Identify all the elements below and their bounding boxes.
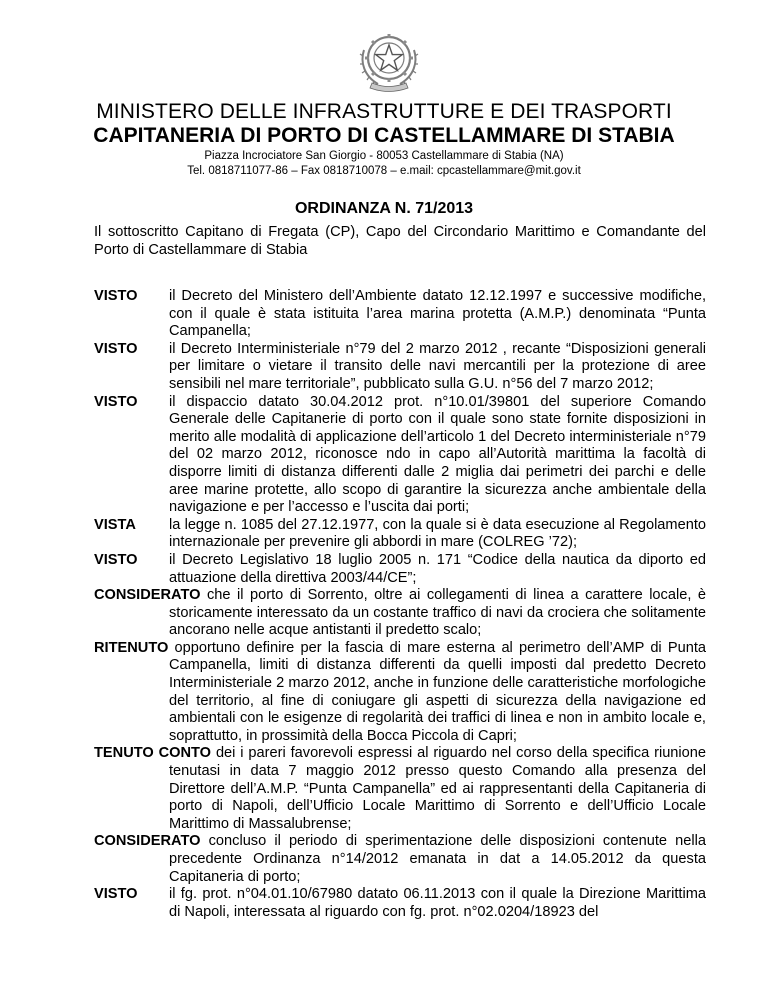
office-address: Piazza Incrociatore San Giorgio - 80053 Castellammare di Stabia (NA)	[204, 150, 564, 162]
premise-text: il Decreto Interministeriale n°79 del 2 marzo 2012 , recante “Disposizioni generali per limitare o vietare il transito delle navi mercantili per la protezione di aree sensibili nel mare territoriale”, pubblicato sulla G.U. n°56 del 7 marzo 2012;	[169, 340, 706, 392]
premise-tenuto-conto	[94, 745, 706, 833]
premise-ritenuto	[94, 640, 706, 746]
premise-keyword: TENUTO CONTO	[94, 745, 212, 762]
premise-visto-dispatch	[94, 394, 706, 517]
office-title: CAPITANERIA DI PORTO DI CASTELLAMMARE DI STABIA	[93, 124, 675, 147]
office-contacts: Tel. 0818711077-86 – Fax 0818710078 – e.mail: cpcastellammare@mit.gov.it	[187, 165, 581, 177]
premise-visto-legislative-decree	[94, 552, 706, 587]
premise-keyword: VISTO	[94, 288, 138, 304]
premise-visto-fg-prot	[94, 886, 706, 921]
premises-list	[94, 288, 706, 921]
intro-paragraph: Il sottoscritto Capitano di Fregata (CP), Capo del Circondario Marittimo e Comandante del Porto di Castellammare di Stabia	[94, 224, 706, 258]
premise-keyword: VISTA	[94, 516, 136, 533]
premise-keyword: VISTO	[94, 340, 138, 357]
premise-visto-decree-2012	[94, 341, 706, 394]
ordinance-title: ORDINANZA N. 71/2013	[294, 200, 474, 217]
italian-republic-emblem-icon	[358, 28, 420, 94]
premise-text: concluso il periodo di sperimentazione delle disposizioni contenute nella precedente Ordinanza n°14/2012 emanata in dat a 14.05.2012 da questa Capitaneria di porto;	[169, 833, 706, 885]
ministry-title: MINISTERO DELLE INFRASTRUTTURE E DEI TRASPORTI	[96, 100, 672, 123]
premise-considerato-sorrento	[94, 587, 706, 640]
premise-text: il fg. prot. n°04.01.10/67980 datato 06.11.2013 con il quale la Direzione Marittima di Napoli, interessata al riguardo con fg. prot. n°02.0204/18923 del	[169, 886, 706, 920]
premise-text: opportuno definire per la fascia di mare esterna al perimetro dell’AMP di Punta Campanella, limiti di distanza differenti da quelli imposti dal predetto Decreto Interministeriale 2 marzo 2012, anche in funzione delle caratteristiche morfologiche del territorio, al fine di coniugare gli aspetti di sicurezza della navigazione ed ambientali con le esigenze di regolarità dei traffici di linea e non in ambito locale e, soprattutto, in prossimità della Bocca Piccola di Capri;	[169, 639, 706, 744]
premise-text: il dispaccio datato 30.04.2012 prot. n°10.01/39801 del superiore Comando Generale delle Capitanerie di porto con il quale sono state fornite disposizioni in merito alle modalità di applicazione dell’articolo 1 del Decreto interministeriale n°79 del 02 marzo 2012, riconosce ndo in capo all’Autorità marittima la facoltà di disporre limiti di distanza differenti dalle 2 miglia dai perimetri dei parchi e delle aree marine protette, allo scopo di garantire la sicurezza anche ambientale della navigazione e per l’accesso e l’uscita dai porti;	[169, 393, 706, 516]
premise-text: che il porto di Sorrento, oltre ai collegamenti di linea a carattere locale, è storicamente interessato da un costante traffico di navi da crociera che solitamente ancorano nelle acque antistanti il predetto scalo;	[169, 587, 706, 639]
premise-text: il Decreto Legislativo 18 luglio 2005 n. 171 “Codice della nautica da diporto ed attuazione della direttiva 2003/44/CE”;	[169, 551, 706, 586]
premise-vista-law-1085	[94, 517, 706, 552]
premise-keyword: RITENUTO	[94, 639, 169, 656]
premise-keyword: CONSIDERATO	[94, 833, 201, 850]
premise-keyword: CONSIDERATO	[94, 587, 201, 604]
premise-keyword: VISTO	[94, 886, 138, 903]
premise-text: dei i pareri favorevoli espressi al riguardo nel corso della specifica riunione tenutasi in data 7 maggio 2012 presso questo Comando alla presenza del Direttore dell’A.M.P. “Punta Campanella” ed ai rappresentanti della Capitaneria di porto di Napoli, dell’Ufficio Locale Marittimo di Sorrento e dell’Ufficio Locale Marittimo di Massalubrense;	[169, 745, 707, 832]
premise-keyword: VISTO	[94, 393, 138, 410]
premise-keyword: VISTO	[94, 551, 138, 568]
premise-visto-decree-1997	[94, 288, 706, 341]
premise-considerato-sperimentazione	[94, 833, 706, 886]
premise-text: la legge n. 1085 del 27.12.1977, con la quale si è data esecuzione al Regolamento internazionale per prevenire gli abbordi in mare (COLREG ’72);	[169, 516, 706, 551]
premise-text: il Decreto del Ministero dell’Ambiente datato 12.12.1997 e successive modifiche, con il quale è stata istituita l’area marina protetta (A.M.P.) denominata “Punta Campanella;	[169, 288, 706, 340]
